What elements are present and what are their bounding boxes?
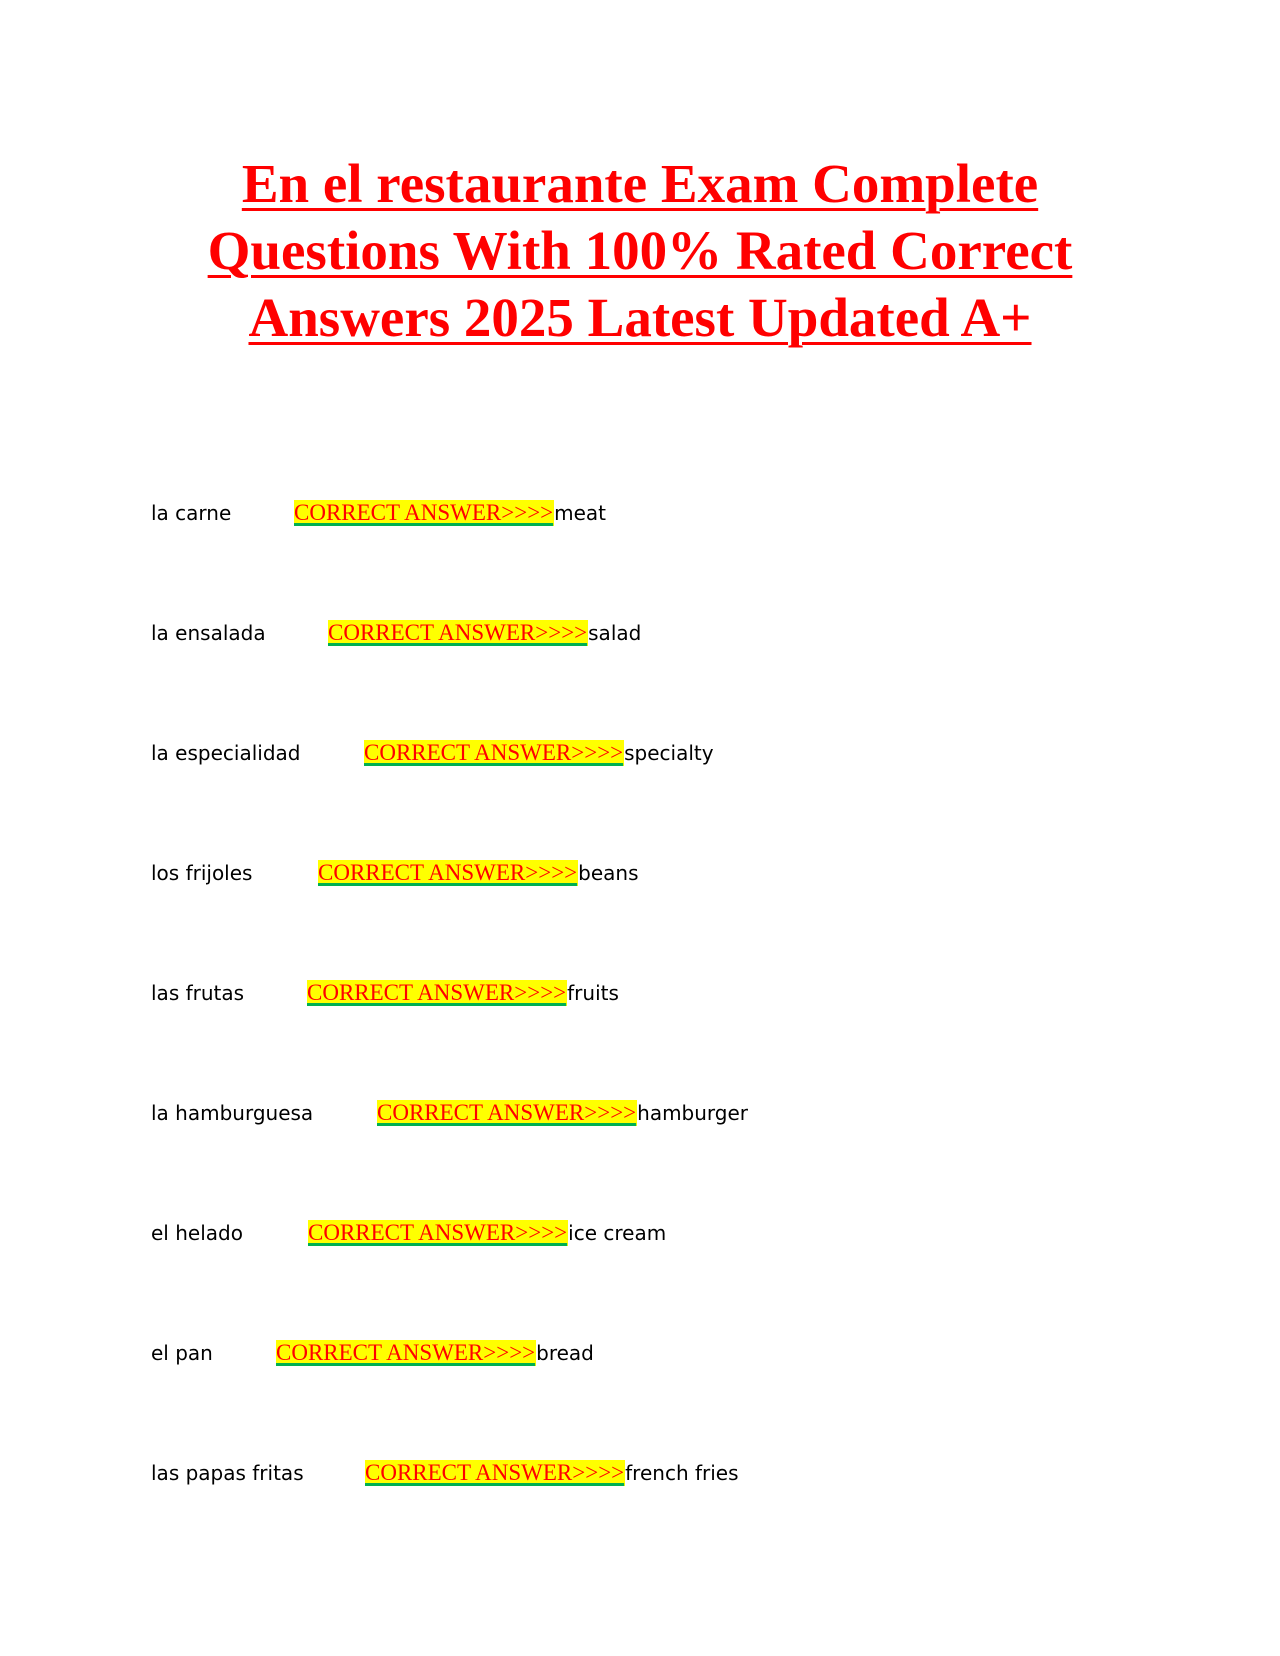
- correct-answer-marker: CORRECT ANSWER>>>>: [318, 860, 578, 885]
- term-text: la carne: [151, 501, 232, 525]
- correct-answer-marker: CORRECT ANSWER>>>>: [328, 620, 588, 645]
- correct-answer-marker: CORRECT ANSWER>>>>: [307, 980, 567, 1005]
- correct-answer-marker: CORRECT ANSWER>>>>: [308, 1220, 568, 1245]
- correct-answer-marker: CORRECT ANSWER>>>>: [294, 500, 554, 525]
- answer-text: salad: [588, 621, 642, 645]
- term-text: las frutas: [151, 981, 245, 1005]
- qa-item: [151, 500, 606, 536]
- correct-answer-marker: CORRECT ANSWER>>>>: [364, 740, 624, 765]
- qa-item: [151, 740, 714, 776]
- answer-text: meat: [554, 501, 607, 525]
- qa-item: [151, 1220, 666, 1256]
- term-text: el pan: [151, 1341, 213, 1365]
- term-text: la especialidad: [151, 741, 301, 765]
- term-text: las papas fritas: [151, 1461, 304, 1485]
- qa-item: [151, 860, 639, 896]
- answer-text: specialty: [624, 741, 714, 765]
- document-title: En el restaurante Exam Complete Questions With 100% Rated Correct Answers 2025 Latest Updated A+: [207, 153, 1073, 348]
- answer-text: french fries: [625, 1461, 739, 1485]
- term-text: los frijoles: [151, 861, 253, 885]
- answer-text: beans: [578, 861, 639, 885]
- answer-text: fruits: [567, 981, 619, 1005]
- correct-answer-marker: CORRECT ANSWER>>>>: [276, 1340, 536, 1365]
- correct-answer-marker: CORRECT ANSWER>>>>: [365, 1460, 625, 1485]
- term-text: la hamburguesa: [151, 1101, 314, 1125]
- correct-answer-marker: CORRECT ANSWER>>>>: [377, 1100, 637, 1125]
- term-text: la ensalada: [151, 621, 266, 645]
- term-text: el helado: [151, 1221, 243, 1245]
- qa-item: [151, 980, 619, 1016]
- qa-item: [151, 1340, 594, 1376]
- qa-item: [151, 620, 641, 656]
- answer-text: hamburger: [637, 1101, 749, 1125]
- qa-item: [151, 1100, 748, 1136]
- answer-text: bread: [536, 1341, 594, 1365]
- qa-item: [151, 1460, 739, 1496]
- answer-text: ice cream: [568, 1221, 667, 1245]
